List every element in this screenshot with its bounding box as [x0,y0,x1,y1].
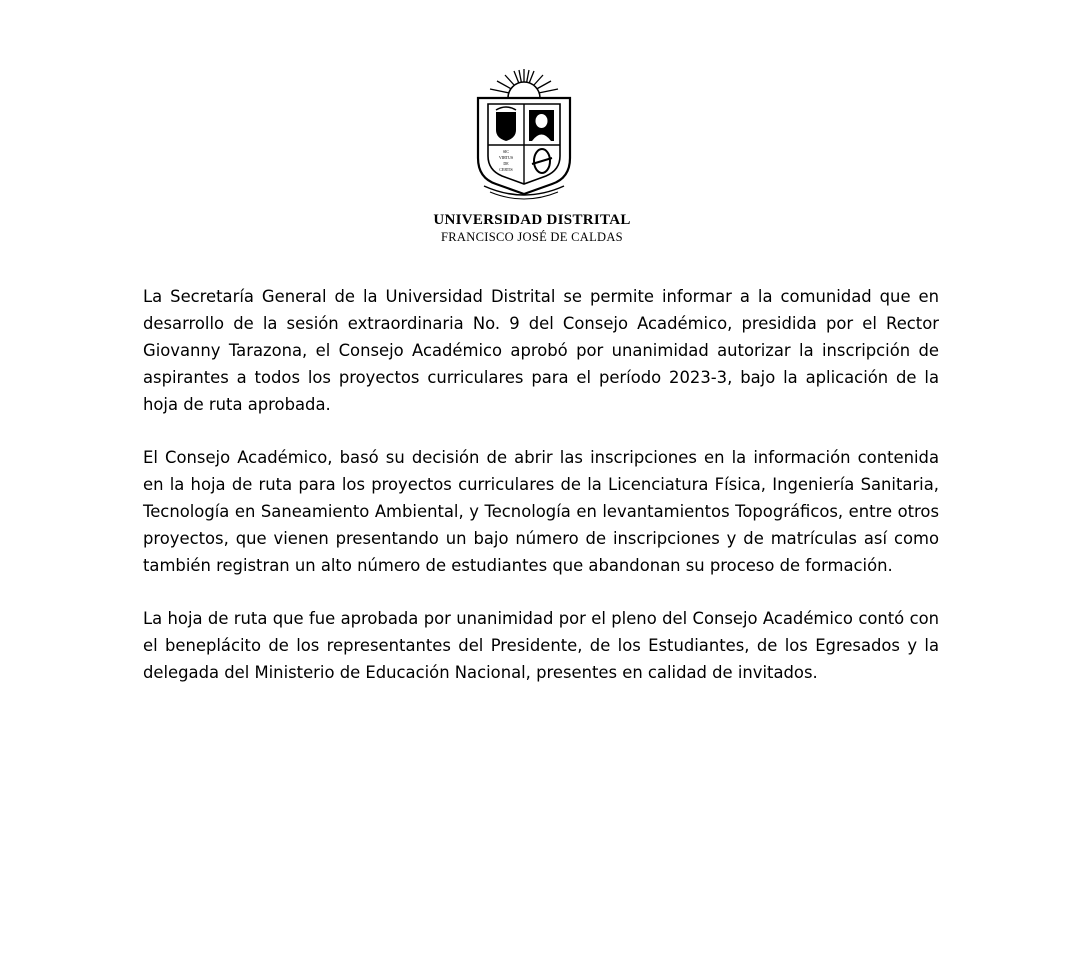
university-name: UNIVERSIDAD DISTRITAL [433,212,631,228]
document-body [143,283,939,712]
motto-line-3: DE [503,161,509,166]
university-subtitle: FRANCISCO JOSÉ DE CALDAS [441,230,623,244]
motto-line-1: SIC [502,149,510,154]
university-crest-icon [474,66,574,206]
motto-line-4: CERTIS [499,167,513,172]
paragraph-announcement: La Secretaría General de la Universidad Distrital se permite informar a la comunidad que en desarrollo de la sesión extraordinaria No. 9 del Consejo Académico, presidida por el Rector Giovanny Tarazona, el Consejo Académico aprobó por unanimidad autorizar la inscripción de aspirantes a todos los proyectos curriculares para el período 2023-3, bajo la aplicación de la hoja de ruta aprobada. [143,287,939,414]
motto-line-2: VIRTUS [498,155,514,160]
paragraph-approval: La hoja de ruta que fue aprobada por unanimidad por el pleno del Consejo Académico contó con el beneplácito de los representantes del Presidente, de los Estudiantes, de los Egresados y la delegada del Ministerio de Educación Nacional, presentes en calidad de invitados. [143,609,939,682]
paragraph-decision: El Consejo Académico, basó su decisión de abrir las inscripciones en la información contenida en la hoja de ruta para los proyectos curriculares de la Licenciatura Física, Ingeniería Sanitaria, Tecnología en Saneamiento Ambiental, y Tecnología en levantamientos Topográficos, entre otros proyectos, que vienen presentando un bajo número de inscripciones y de matrículas así como también registran un alto número de estudiantes que abandonan su proceso de formación. [143,448,939,575]
